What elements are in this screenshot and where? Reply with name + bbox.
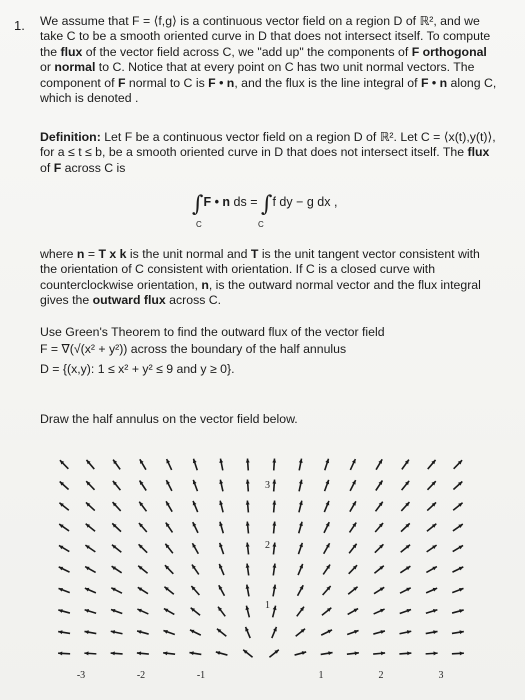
field-arrow-head xyxy=(137,651,141,655)
definition-paragraph: Definition: Let F be a continuous vector field on a region D of ℝ². Let C = ⟨x(t),y(t)⟩, for a ≤ t ≤ b, be a smooth oriented curve in D that does not intersect itself. The flux of F across C is xyxy=(40,130,496,175)
field-arrow-head xyxy=(354,630,358,634)
x-tick-label: 3 xyxy=(438,670,444,681)
field-arrow-head xyxy=(272,480,276,484)
y-tick-label: 1 xyxy=(265,600,270,611)
field-arrow-head xyxy=(193,459,197,463)
flux-formula: ∫F • n ds = ∫f dy − g dx , C C xyxy=(192,192,338,229)
x-tick-label: 1 xyxy=(318,670,324,681)
field-arrow-head xyxy=(272,459,276,463)
x-tick-label: -3 xyxy=(76,670,86,681)
problem-number: 1. xyxy=(14,18,25,33)
field-arrow-head xyxy=(246,459,250,463)
x-tick-label: 2 xyxy=(378,670,384,681)
field-arrow-head xyxy=(246,480,250,484)
field-arrow-head xyxy=(111,609,115,613)
field-arrow-head xyxy=(460,651,464,655)
task-paragraph: Use Green's Theorem to find the outward flux of the vector field F = ∇(√(x² + y²)) across the boundary of the half annulus D = {(x,y): 1 ≤ x² + y² ≤ 9 and y ≥ 0}. xyxy=(40,325,385,376)
field-arrow-head xyxy=(58,651,62,655)
field-arrow-head xyxy=(381,651,385,655)
field-arrow-head xyxy=(272,501,276,505)
field-arrow-head xyxy=(433,651,437,655)
field-arrow-head xyxy=(246,501,250,505)
field-arrow-head xyxy=(84,651,88,655)
field-arrow-head xyxy=(163,630,167,634)
draw-instruction: Draw the half annulus on the vector field below. xyxy=(40,412,298,426)
field-arrow-head xyxy=(111,651,115,655)
x-tick-label: -2 xyxy=(136,670,146,681)
vector-field-plot xyxy=(26,432,481,682)
field-arrow-head xyxy=(325,459,329,463)
field-arrow-head xyxy=(299,543,303,547)
field-arrow-head xyxy=(407,609,411,613)
y-tick-label: 3 xyxy=(265,480,270,491)
field-arrow-head xyxy=(407,651,411,655)
explanation-paragraph: where n = T x k is the unit normal and T is the unit tangent vector consistent with the orientation of C consistent with orientation. If C is a closed curve with counterclockwise orientation, n, is the outward normal vector and the flux integral gives the outward flux across C. xyxy=(40,247,481,308)
field-arrow-head xyxy=(219,543,223,547)
intro-paragraph: We assume that F = ⟨f,g⟩ is a continuous vector field on a region D of ℝ², and we take C to be a smooth oriented curve in D that does not intersect itself. To compute the flux of the vector field across C, we "add up" the components of F orthogonal or normal to C. Notice that at every point on C has two unit normal vectors. The component of F normal to C is F • n, and the flux is the line integral of F • n along C, which is denoted . xyxy=(40,14,497,106)
x-tick-label: -1 xyxy=(196,670,206,681)
axis-tick-labels xyxy=(77,480,444,681)
y-tick-label: 2 xyxy=(265,540,270,551)
vector-field-arrows xyxy=(58,459,464,658)
